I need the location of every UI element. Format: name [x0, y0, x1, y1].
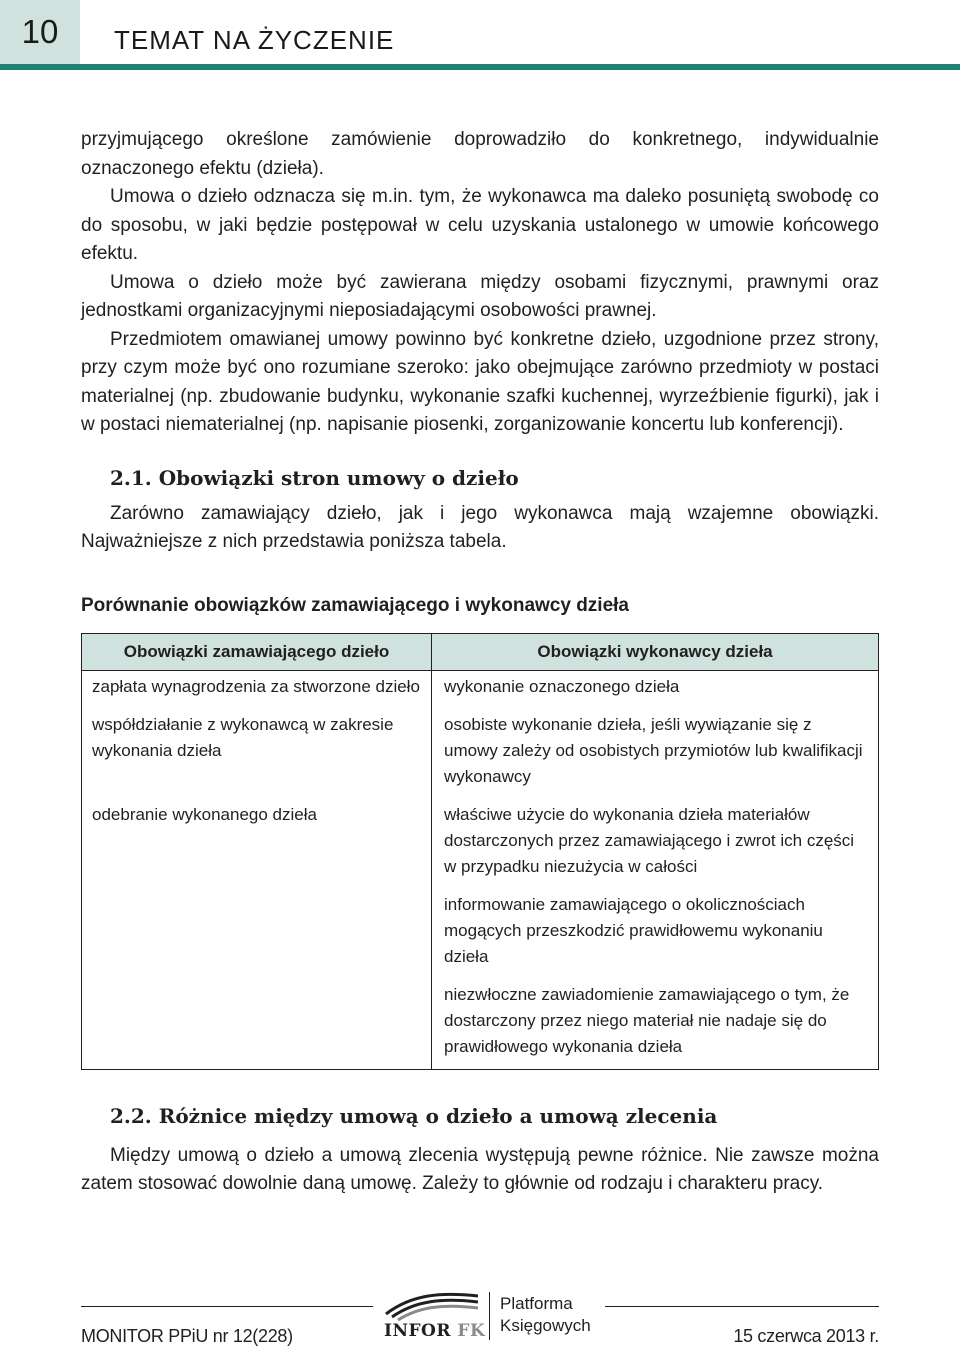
article-body [81, 126, 879, 1199]
table-cell: odebranie wykonanego dzieła [82, 799, 432, 889]
table-cell: zapłata wynagrodzenia za stworzone dzieło [82, 670, 432, 709]
paragraph-2: Umowa o dzieło odznacza się m.in. tym, że wykonawca ma daleko posuniętą swobodę co do sposobu, w jaki będzie postępował w celu uzyskania ustalonego w umowie końcowego efektu. [81, 186, 879, 264]
table-cell: informowanie zamawiającego o okolicznościach mogących przeszkodzić prawidłowemu wykonaniu dzieła [432, 889, 879, 979]
logo-text: INFOR FK [384, 1321, 486, 1341]
duties-table [81, 633, 879, 1070]
section-2-1-text: Zarówno zamawiający dzieło, jak i jego wykonawca mają wzajemne obowiązki. Najważniejsze z nich przedstawia poniższa tabela. [81, 502, 879, 552]
table-row [82, 670, 879, 709]
logo-swoosh-icon [382, 1288, 482, 1322]
page-number: 10 [0, 0, 80, 64]
table-title: Porównanie obowiązków zamawiającego i wykonawcy dzieła [81, 594, 629, 616]
section-2-2-text: Między umową o dzieło a umową zlecenia występują pewne różnice. Nie zawsze można zatem stosować dowolnie daną umowę. Zależy to głównie od rodzaju i charakteru pracy. [81, 1144, 879, 1194]
page-header [0, 0, 960, 70]
infor-fk-logo [382, 1288, 602, 1348]
table-cell: wykonanie oznaczonego dzieła [432, 670, 879, 709]
paragraph-3: Umowa o dzieło może być zawierana między osobami fizycznymi, prawnymi oraz jednostkami organizacyjnymi nieposiadającymi osobowości prawnej. [81, 271, 879, 321]
table-cell [82, 979, 432, 1070]
table-row [82, 979, 879, 1070]
table-row [82, 889, 879, 979]
section-heading-2-1: 2.1. Obowiązki stron umowy o dzieło [110, 465, 519, 490]
table-cell: niezwłoczne zawiadomienie zamawiającego o tym, że dostarczony przez niego materiał nie nadaje się do prawidłowego wykonania dzieła [432, 979, 879, 1070]
publication-date: 15 czerwca 2013 r. [733, 1326, 879, 1346]
section-heading-2-2: 2.2. Różnice między umową o dzieło a umową zlecenia [110, 1103, 718, 1128]
table-cell [82, 889, 432, 979]
page-footer [0, 1280, 960, 1350]
table-row [82, 709, 879, 799]
logo-line-2: Księgowych [500, 1316, 591, 1335]
table-cell: właściwe użycie do wykonania dzieła materiałów dostarczonych przez zamawiającego i zwrot ich części w przypadku niezużycia w całości [432, 799, 879, 889]
table-header-row [82, 633, 879, 670]
logo-divider [489, 1292, 490, 1340]
paragraph-1: przyjmującego określone zamówienie doprowadziło do konkretnego, indywidualnie oznaczonego efektu (dzieła). [81, 129, 879, 179]
table-cell: współdziałanie z wykonawcą w zakresie wykonania dzieła [82, 709, 432, 799]
table-cell: osobiste wykonanie dzieła, jeśli wywiązanie się z umowy zależy od osobistych przymiotów lub kwalifikacji wykonawcy [432, 709, 879, 799]
table-header-client: Obowiązki zamawiającego dzieło [82, 633, 432, 670]
header-rule [0, 64, 960, 70]
table-row [82, 799, 879, 889]
footer-rule-right [605, 1306, 879, 1307]
section-title: TEMAT NA ŻYCZENIE [114, 25, 395, 55]
footer-rule-left [81, 1306, 373, 1307]
paragraph-4: Przedmiotem omawianej umowy powinno być konkretne dzieło, uzgodnione przez strony, przy czym może być ono rozumiane szeroko: jako obejmujące zarówno przedmioty w postaci materialnej (np. zbudowanie budynku, wykonanie szafki kuchennej, wyrzeźbienie figurki), jak i w postaci niematerialnej (np. napisanie piosenki, zorganizowanie koncertu lub konferencji). [81, 328, 879, 435]
table-header-contractor: Obowiązki wykonawcy dzieła [432, 633, 879, 670]
logo-line-1: Platforma [500, 1294, 573, 1313]
publication-name: MONITOR PPiU nr 12(228) [81, 1326, 293, 1346]
